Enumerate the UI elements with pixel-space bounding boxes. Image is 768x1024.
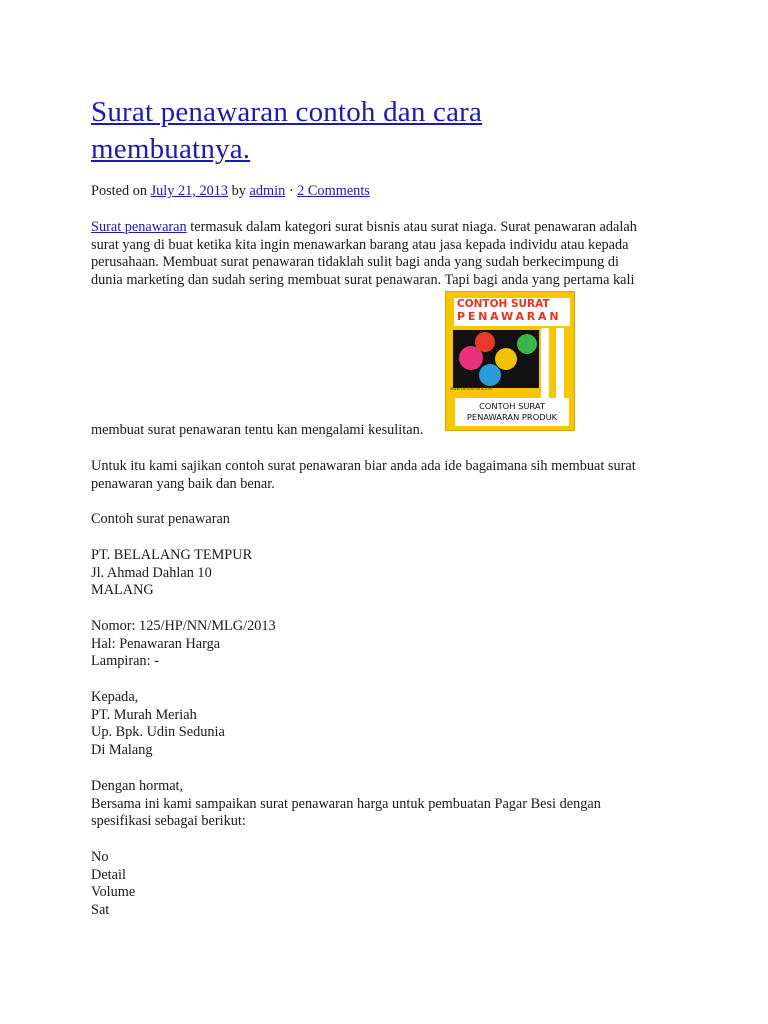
promo-top-line-2: PENAWARAN (457, 309, 562, 323)
intro-line-3: perusahaan. Membuat surat penawaran tidaklah sulit bagi anda yang sudah berkecimpung di (91, 254, 620, 271)
table-header-no: No (91, 849, 109, 865)
article-title (91, 94, 651, 168)
recipient-place: Di Malang (91, 741, 153, 758)
intro-line-5: membuat surat penawaran tentu kan mengalami kesulitan. (91, 422, 424, 438)
letter-number: Nomor: 125/HP/NN/MLG/2013 (91, 618, 276, 634)
table-header-volume: Volume (91, 884, 136, 901)
promo-url-text: www.contohsurat.net (450, 386, 493, 391)
recipient-kepada: Kepada, (91, 689, 139, 705)
blue-circle (479, 364, 501, 386)
article-title-link[interactable] (91, 96, 482, 165)
example-heading: Contoh surat penawaran (91, 511, 230, 527)
post-date-link[interactable]: July 21, 2013 (150, 183, 229, 199)
title-line-2: membuatnya. (91, 133, 251, 165)
promo-top-label (454, 298, 570, 326)
yellow-circle (495, 348, 517, 370)
recipient-attn: Up. Bpk. Udin Sedunia (91, 724, 225, 741)
sender-company: PT. BELALANG TEMPUR (91, 547, 253, 563)
table-header-detail: Detail (91, 866, 126, 883)
sender-city: MALANG (91, 582, 154, 599)
by-label: by (231, 183, 246, 199)
promo-bottom-label (455, 398, 569, 426)
author-link[interactable]: admin (249, 183, 286, 199)
promo-circles-graphic (453, 330, 539, 388)
intro-line-4: dunia marketing dan sudah sering membuat surat penawaran. Tapi bagi anda yang pertama kali (91, 271, 635, 288)
table-header-sat: Sat (91, 901, 110, 918)
posted-on-label: Posted on (91, 183, 148, 199)
recipient-company: PT. Murah Meriah (91, 706, 197, 723)
promo-bottom-line-1: CONTOH SURAT (479, 401, 545, 411)
red-circle (475, 332, 495, 352)
promo-stripe (541, 328, 549, 398)
body-line-2: spesifikasi sebagai berikut: (91, 813, 246, 830)
surat-penawaran-link[interactable]: Surat penawaran (91, 219, 187, 235)
greeting: Dengan hormat, (91, 778, 184, 794)
intro-line-1 (91, 219, 691, 237)
para2-line-2: penawaran yang baik dan benar. (91, 475, 275, 492)
para2-line-1: Untuk itu kami sajikan contoh surat penawaran biar anda ada ide bagaimana sih membuat surat (91, 458, 636, 474)
letter-attachment: Lampiran: - (91, 653, 159, 670)
promo-image (445, 291, 575, 431)
promo-stripe (556, 328, 564, 398)
promo-bottom-line-2: PENAWARAN PRODUK (466, 412, 558, 422)
title-line-1: Surat penawaran contoh dan cara (91, 96, 483, 128)
post-meta (91, 183, 370, 201)
intro-line-1-text: termasuk dalam kategori surat bisnis atau surat niaga. Surat penawaran adalah (186, 219, 637, 235)
green-circle (517, 334, 537, 354)
body-line-1: Bersama ini kami sampaikan surat penawaran harga untuk pembuatan Pagar Besi dengan (91, 795, 601, 812)
intro-line-2: surat yang di buat ketika kita ingin menawarkan barang atau jasa kepada individu atau kepada (91, 236, 629, 253)
letter-subject: Hal: Penawaran Harga (91, 635, 221, 652)
meta-separator: · (288, 183, 294, 199)
sender-street: Jl. Ahmad Dahlan 10 (91, 564, 212, 581)
comments-link[interactable]: 2 Comments (297, 183, 370, 199)
intro-paragraph (91, 219, 691, 289)
promo-top-line-1: CONTOH SURAT (457, 298, 550, 310)
